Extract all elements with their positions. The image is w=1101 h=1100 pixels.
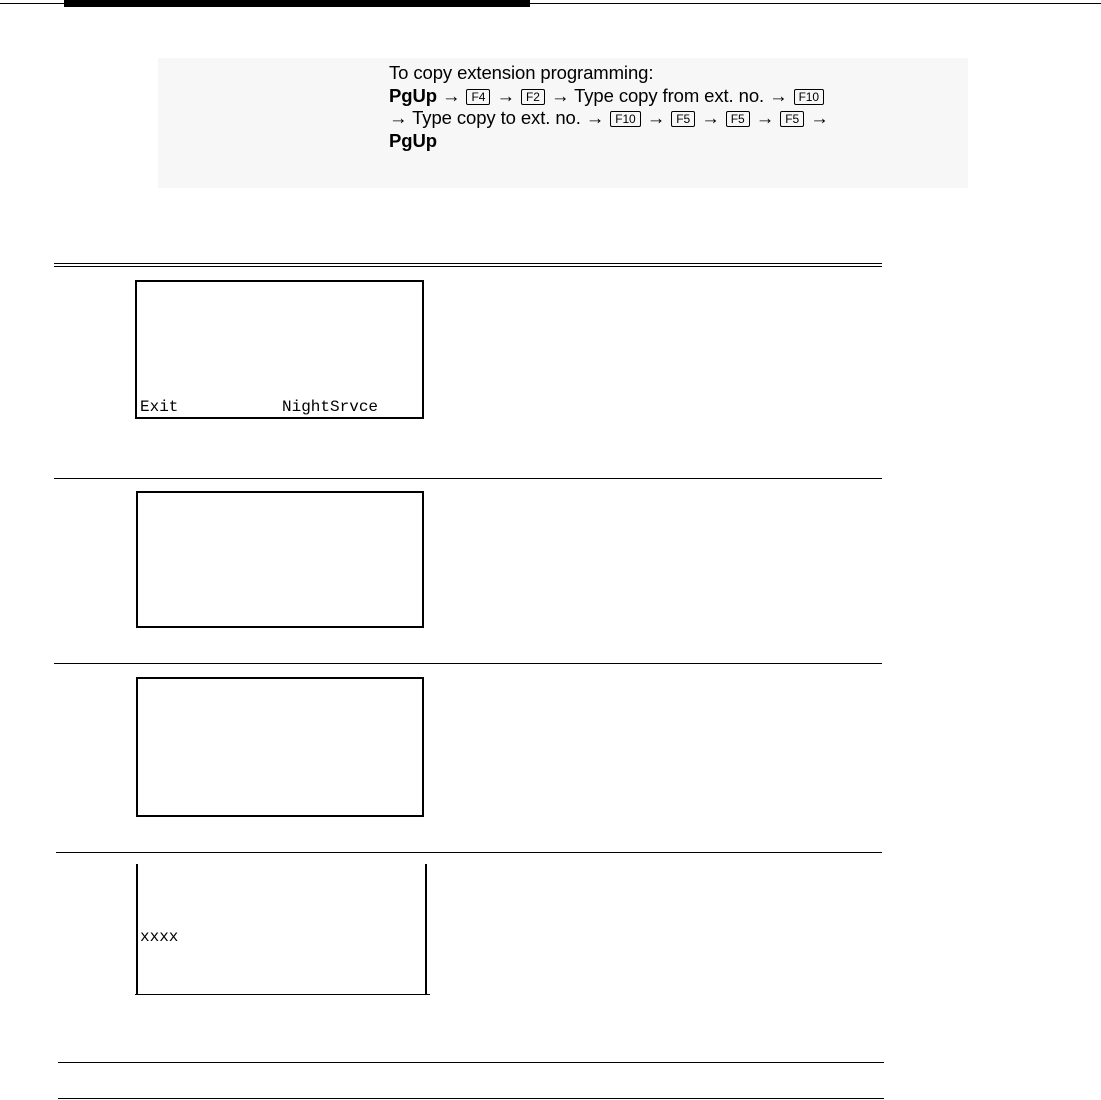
pgup-key-label: PgUp [389, 84, 437, 106]
f5-key: F5 [780, 111, 804, 127]
nightsrvce-softkey: NightSrvce [282, 398, 379, 416]
arrow-icon: → [585, 107, 605, 128]
section-divider [58, 1062, 884, 1063]
section-divider [54, 478, 882, 479]
shortcut-heading: To copy extension programming: [389, 62, 654, 83]
section-divider [54, 663, 882, 664]
f5-key: F5 [726, 111, 750, 127]
screen-bottom-line [135, 994, 430, 995]
f2-key: F2 [521, 89, 545, 105]
section-header-bar [64, 0, 530, 7]
shortcut-line-3 [389, 107, 949, 130]
f5-key: F5 [671, 111, 695, 127]
exit-softkey: Exit [140, 398, 179, 416]
display-screen-1 [135, 280, 424, 419]
f10-key: F10 [794, 89, 824, 105]
pgup-key-label: PgUp [389, 129, 437, 151]
arrow-icon: → [646, 107, 666, 128]
display-screen-2 [136, 491, 424, 628]
display-screen-3 [136, 677, 424, 817]
f10-key: F10 [610, 111, 640, 127]
arrow-icon: → [769, 84, 788, 106]
section-divider [56, 852, 882, 853]
arrow-icon: → [701, 107, 720, 128]
arrow-icon: → [550, 84, 570, 106]
type-from-instruction: Type copy from ext. no. [574, 84, 765, 106]
shortcut-line-2 [389, 85, 949, 108]
extension-placeholder: xxxx [140, 928, 179, 946]
arrow-icon: → [810, 107, 829, 128]
type-to-instruction: Type copy to ext. no. [412, 107, 581, 128]
f4-key: F4 [466, 89, 490, 105]
arrow-icon: → [389, 107, 408, 128]
section-divider [58, 1098, 884, 1099]
shortcut-instructions [389, 62, 949, 152]
section-divider [54, 263, 882, 267]
arrow-icon: → [755, 107, 775, 128]
arrow-icon: → [441, 84, 461, 106]
display-screen-4 [136, 864, 427, 995]
arrow-icon: → [496, 84, 515, 106]
